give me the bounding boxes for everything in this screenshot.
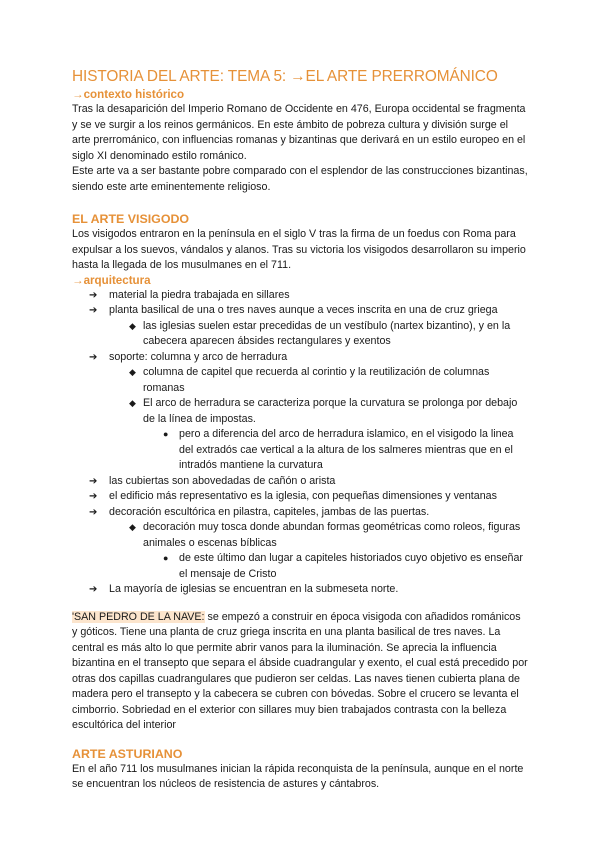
- contexto-heading: →contexto histórico: [72, 88, 185, 101]
- asturiano-heading: ARTE ASTURIANO: [72, 746, 183, 761]
- list-item: ➔ el edificio más representativo es la iglesia, con pequeñas dimensiones y ventanas: [72, 489, 528, 505]
- visigodo-heading: EL ARTE VISIGODO: [72, 212, 190, 226]
- san-pedro-highlight: 'SAN PEDRO DE LA NAVE:: [72, 610, 205, 623]
- list-item: ● pero a diferencia del arco de herradura islamico, en el visigodo la linea del extradós cae vertical a la altura de los salmeres mientras que en el intradós mantiene la curvatura: [163, 428, 514, 471]
- asturiano-paragraph: En el año 711 los musulmanes inician la rápida reconquista de la península, aunque en el norte se encuentran los núcleos de resistencia de astures y cántabros.: [72, 762, 524, 790]
- document-page: [72, 68, 528, 793]
- visigodo-paragraph: Los visigodos entraron en la península en el siglo V tras la firma de un foedus con Roma para expulsar a los suevos, vándalos y alanos. Tras su victoria los visigodos desarrollaron su imperio hasta la llegada de los musulmanes en el 711.: [72, 228, 526, 271]
- list-item: ◆ decoración muy tosca donde abundan formas geométricas como roleos, figuras animales o escenas bíblicas: [129, 521, 521, 549]
- contexto-paragraph-2: Este arte va a ser bastante pobre comparado con el esplendor de las construcciones bizantinas, siendo este arte eminentemente religioso.: [72, 165, 528, 193]
- contexto-paragraph-1: Tras la desaparición del Imperio Romano de Occidente en 476, Europa occidental se fragmenta y se ve surgir a los reinos germánicos. En este ámbito de pobreza cultura y división surge el arte prerrománico, con influencias romanas y bizantinas que derivará en un estilo europeo en el siglo XI denominado estilo románico.: [72, 103, 526, 162]
- diamond-icon: ◆: [129, 522, 136, 532]
- list-item: ➔ soporte: columna y arco de herradura: [72, 350, 528, 366]
- dot-icon: ●: [163, 553, 169, 563]
- arrow-icon: ➔: [89, 506, 98, 518]
- arrow-icon: ➔: [89, 289, 98, 301]
- arrow-icon: ➔: [89, 475, 98, 487]
- list-item: ◆ El arco de herradura se caracteriza porque la curvatura se prolonga por debajo de la línea de impostas.: [129, 397, 518, 425]
- list-item: ◆ las iglesias suelen estar precedidas de un vestíbulo (nartex bizantino), y en la cabecera aparecen ábsides rectangulares y exentos: [129, 319, 511, 347]
- diamond-icon: ◆: [129, 367, 136, 377]
- dot-icon: ●: [163, 429, 169, 439]
- arquitectura-list: [72, 288, 528, 598]
- list-item: ➔ decoración escultórica en pilastra, capiteles, jambas de las puertas.: [72, 505, 528, 521]
- list-item: ➔ planta basilical de una o tres naves aunque a veces inscrita en una de cruz griega: [72, 303, 528, 319]
- list-item: ➔ las cubiertas son abovedadas de cañón o arista: [72, 474, 528, 490]
- arrow-icon: ➔: [89, 351, 98, 363]
- diamond-icon: ◆: [129, 320, 136, 331]
- document-title: HISTORIA DEL ARTE: TEMA 5: →EL ARTE PRERROMÁNICO: [72, 68, 498, 85]
- list-item: ● de este último dan lugar a capiteles historiados cuyo objetivo es enseñar el mensaje de Cristo: [163, 552, 523, 580]
- san-pedro-paragraph: 'SAN PEDRO DE LA NAVE: se empezó a construir en época visigoda con añadidos románicos y góticos. Tiene una planta de cruz griega inscrita en una planta basilical de tres naves. La central es más alto lo que permite abrir vanos para la iluminación. Se aprecia la influencia bizantina en el transepto que separa el ábside cuadrangular y exento, el cual está precedido por otras dos capillas cuadrangulares que pudieron ser celdas. Las naves tienen cubierta plana de madera pero el transepto y la cabecera se cubren con bóvedas. Sobre el crucero se levanta el cimborrio. Sobriedad en el exterior con sillares muy bien trabajados contrasta con la belleza escultórica del interior: [72, 610, 528, 731]
- list-item: ➔ material la piedra trabajada en sillares: [72, 288, 528, 304]
- arquitectura-heading: →arquitectura: [72, 273, 151, 287]
- arrow-icon: ➔: [89, 305, 98, 316]
- arrow-icon: ➔: [89, 584, 98, 595]
- arrow-icon: ➔: [89, 491, 98, 502]
- list-item: ◆ columna de capitel que recuerda al corintio y la reutilización de columnas romanas: [129, 366, 490, 394]
- diamond-icon: ◆: [129, 398, 136, 408]
- list-item: ➔ La mayoría de iglesias se encuentran en la submeseta norte.: [72, 582, 528, 598]
